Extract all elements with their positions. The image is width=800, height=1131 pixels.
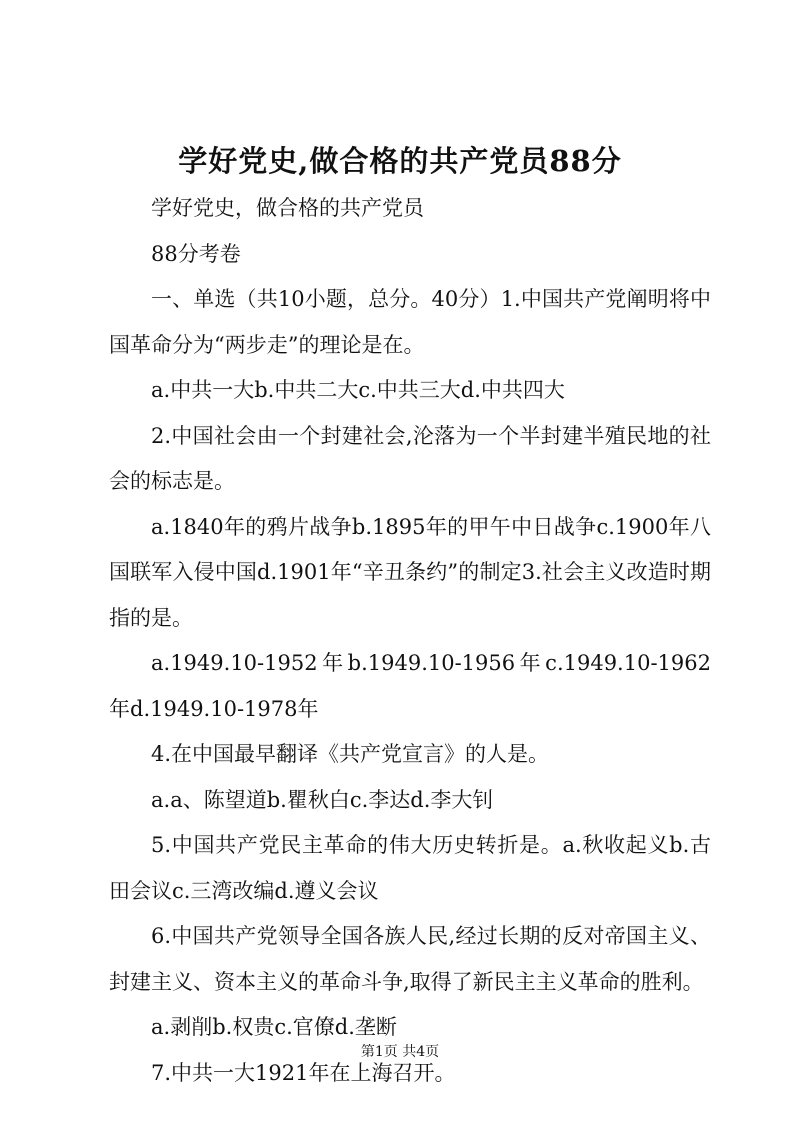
paragraph: 6.中国共产党领导全国各族人民,经过长期的反对帝国主义、封建主义、资本主义的革命斗争,取得了新民主主义革命的胜利。 <box>109 924 711 994</box>
paragraph: a.1840年的鸦片战争b.1895年的甲午中日战争c.1900年八国联军入侵中国d.1901年“辛丑条约”的制定3.社会主义改造时期指的是。 <box>109 514 711 630</box>
paragraph: 7.中共一大1921年在上海召开。 <box>151 1060 456 1085</box>
paragraph: 4.在中国最早翻译《共产党宣言》的人是。 <box>151 742 550 766</box>
page-footer: 第1页 共4页 <box>360 1044 440 1060</box>
paragraph: 学好党史，做合格的共产党员 <box>151 196 424 220</box>
paragraph: 88分考卷 <box>151 241 241 266</box>
paragraph: a.中共一大b.中共二大c.中共三大d.中共四大 <box>151 378 565 402</box>
paragraph: 2.中国社会由一个封建社会,沦落为一个半封建半殖民地的社会的标志是。 <box>109 423 711 493</box>
paragraph: 一、单选（共10小题，总分。40分）1.中国共产党阐明将中国革命分为“两步走”的理论是在。 <box>109 287 711 357</box>
document-title: 学好党史,做合格的共产党员88分 <box>178 144 622 178</box>
paragraph: a.剥削b.权贵c.官僚d.垄断 <box>151 1015 397 1039</box>
paragraph: 5.中国共产党民主革命的伟大历史转折是。a.秋收起义b.古田会议c.三湾改编d.遵义会议 <box>109 833 711 903</box>
paragraph: a.a、陈望道b.瞿秋白c.李达d.李大钊 <box>151 787 494 812</box>
document-body <box>109 186 711 1096</box>
paragraph: a.1949.10-1952年b.1949.10-1956年c.1949.10-1962年d.1949.10-1978年 <box>109 651 711 721</box>
